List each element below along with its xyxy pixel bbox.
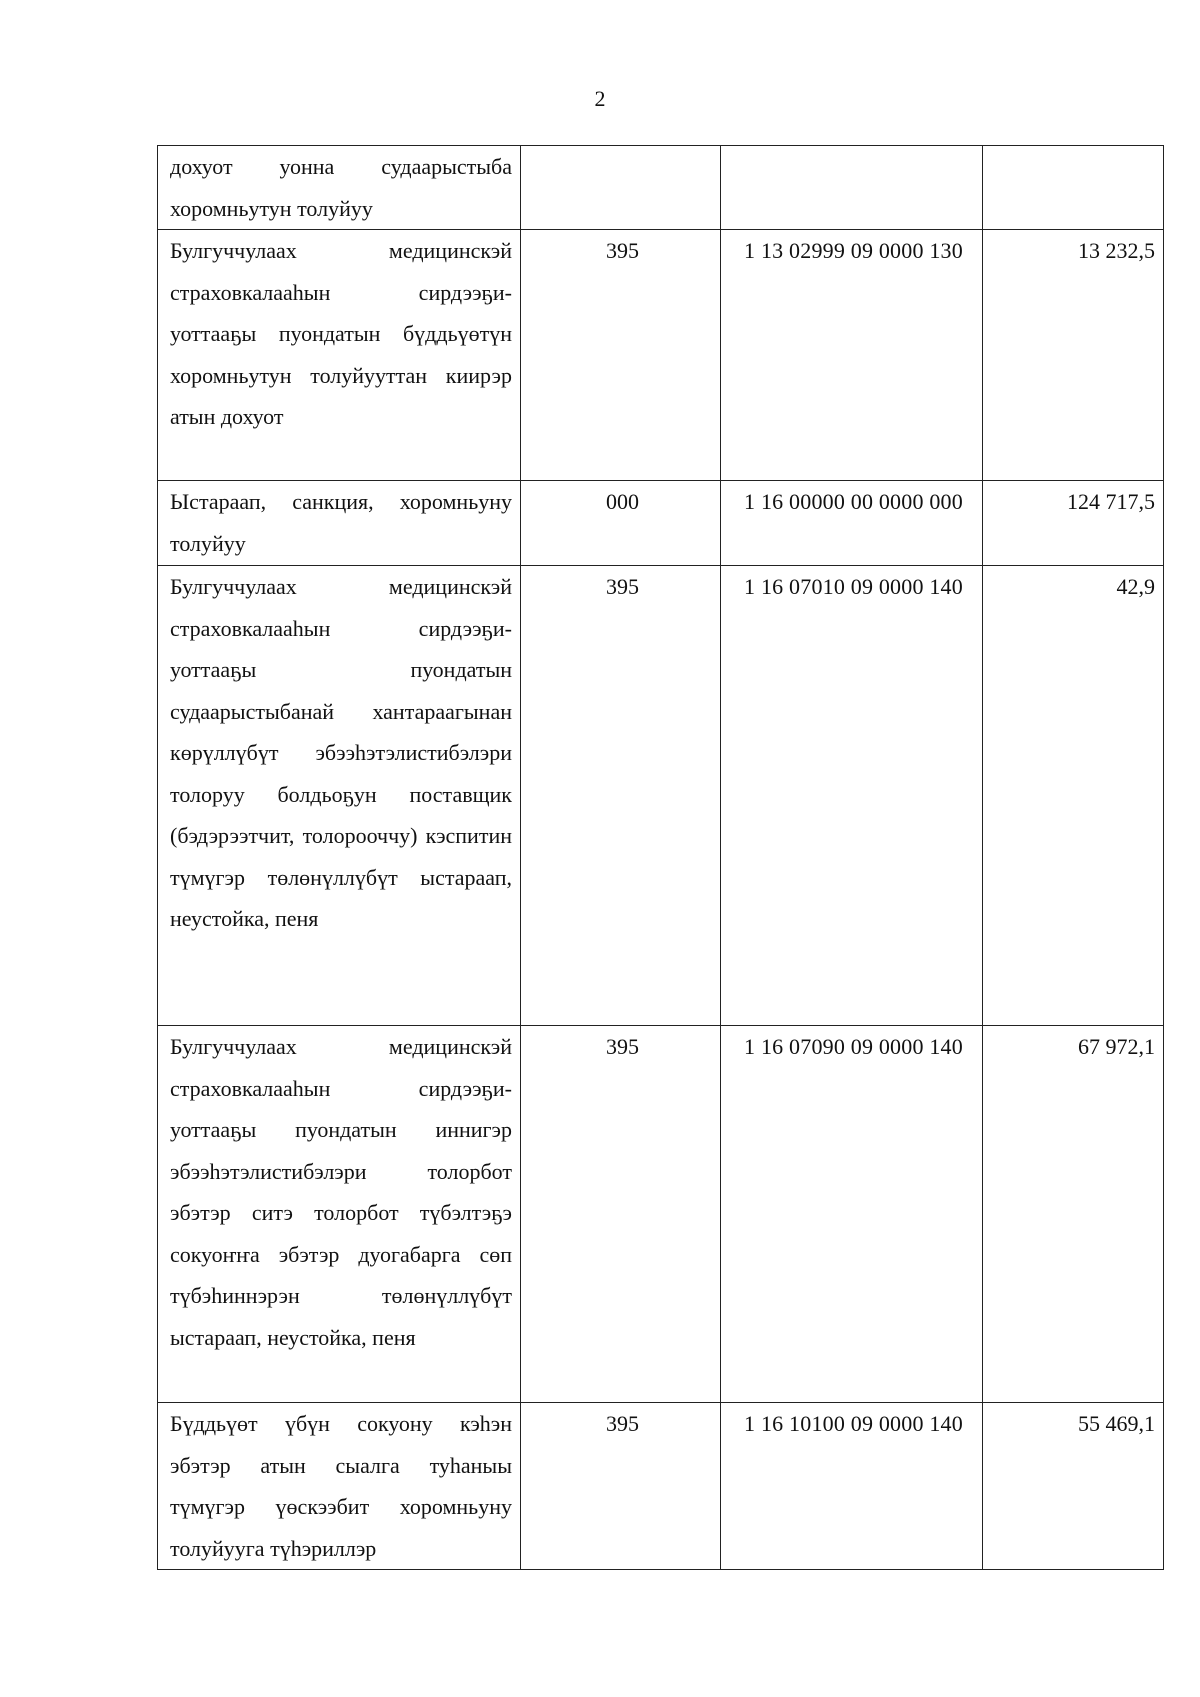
table-row [158,566,1164,1026]
table-row [158,481,1164,566]
revenue-table [157,145,1164,1570]
revenue-name-cell: Бүддьүөт үбүн сокуону кэһэн эбэтэр атын сыалга туһаныы түмүгэр үөскээбит хоромньуну толуйууга түһэриллэр [158,1403,521,1570]
administrator-code-cell: 000 [521,481,721,566]
revenue-name-cell: дохуот уонна судаарыстыба хоромньутун толуйуу [158,146,521,230]
budget-classification-code-cell: 1 13 02999 09 0000 130 [721,230,983,481]
budget-classification-code-cell: 1 16 10100 09 0000 140 [721,1403,983,1570]
table-row [158,146,1164,230]
amount-cell: 42,9 [983,566,1164,1026]
table-row [158,1403,1164,1570]
revenue-name-cell: Булгуччулаах медицинскэй страховкалааһын сирдээҕи-уоттааҕы пуондатын судаарыстыбанай хантараагынан көрүллүбүт эбээһэтэлистибэлэри толоруу болдьоҕун поставщик (бэдэрээтчит, толорооччу) кэспитин түмүгэр төлөнүллүбүт ыстараап, неустойка, пеня [158,566,521,1026]
administrator-code-cell: 395 [521,230,721,481]
amount-cell: 67 972,1 [983,1026,1164,1403]
budget-classification-code-cell [721,146,983,230]
revenue-name-cell: Булгуччулаах медицинскэй страховкалааһын сирдээҕи-уоттааҕы пуондатын бүддьүөтүн хоромньутун толуйууттан киирэр атын дохуот [158,230,521,481]
table-row [158,230,1164,481]
amount-cell: 124 717,5 [983,481,1164,566]
budget-classification-code-cell: 1 16 00000 00 0000 000 [721,481,983,566]
budget-classification-code-cell: 1 16 07010 09 0000 140 [721,566,983,1026]
administrator-code-cell: 395 [521,1403,721,1570]
page-number: 2 [594,86,606,111]
amount-cell: 13 232,5 [983,230,1164,481]
revenue-name-cell: Ыстараап, санкция, хоромньуну толуйуу [158,481,521,566]
revenue-name-cell: Булгуччулаах медицинскэй страховкалааһын сирдээҕи-уоттааҕы пуондатын иннигэр эбээһэтэлистибэлэри толорбот эбэтэр ситэ толорбот түбэлтэҕэ сокуоҥҥа эбэтэр дуогабарга сөп түбэһиннэрэн төлөнүллүбүт ыстараап, неустойка, пеня [158,1026,521,1403]
amount-cell [983,146,1164,230]
budget-classification-code-cell: 1 16 07090 09 0000 140 [721,1026,983,1403]
administrator-code-cell [521,146,721,230]
administrator-code-cell: 395 [521,566,721,1026]
table-row [158,1026,1164,1403]
amount-cell: 55 469,1 [983,1403,1164,1570]
administrator-code-cell: 395 [521,1026,721,1403]
